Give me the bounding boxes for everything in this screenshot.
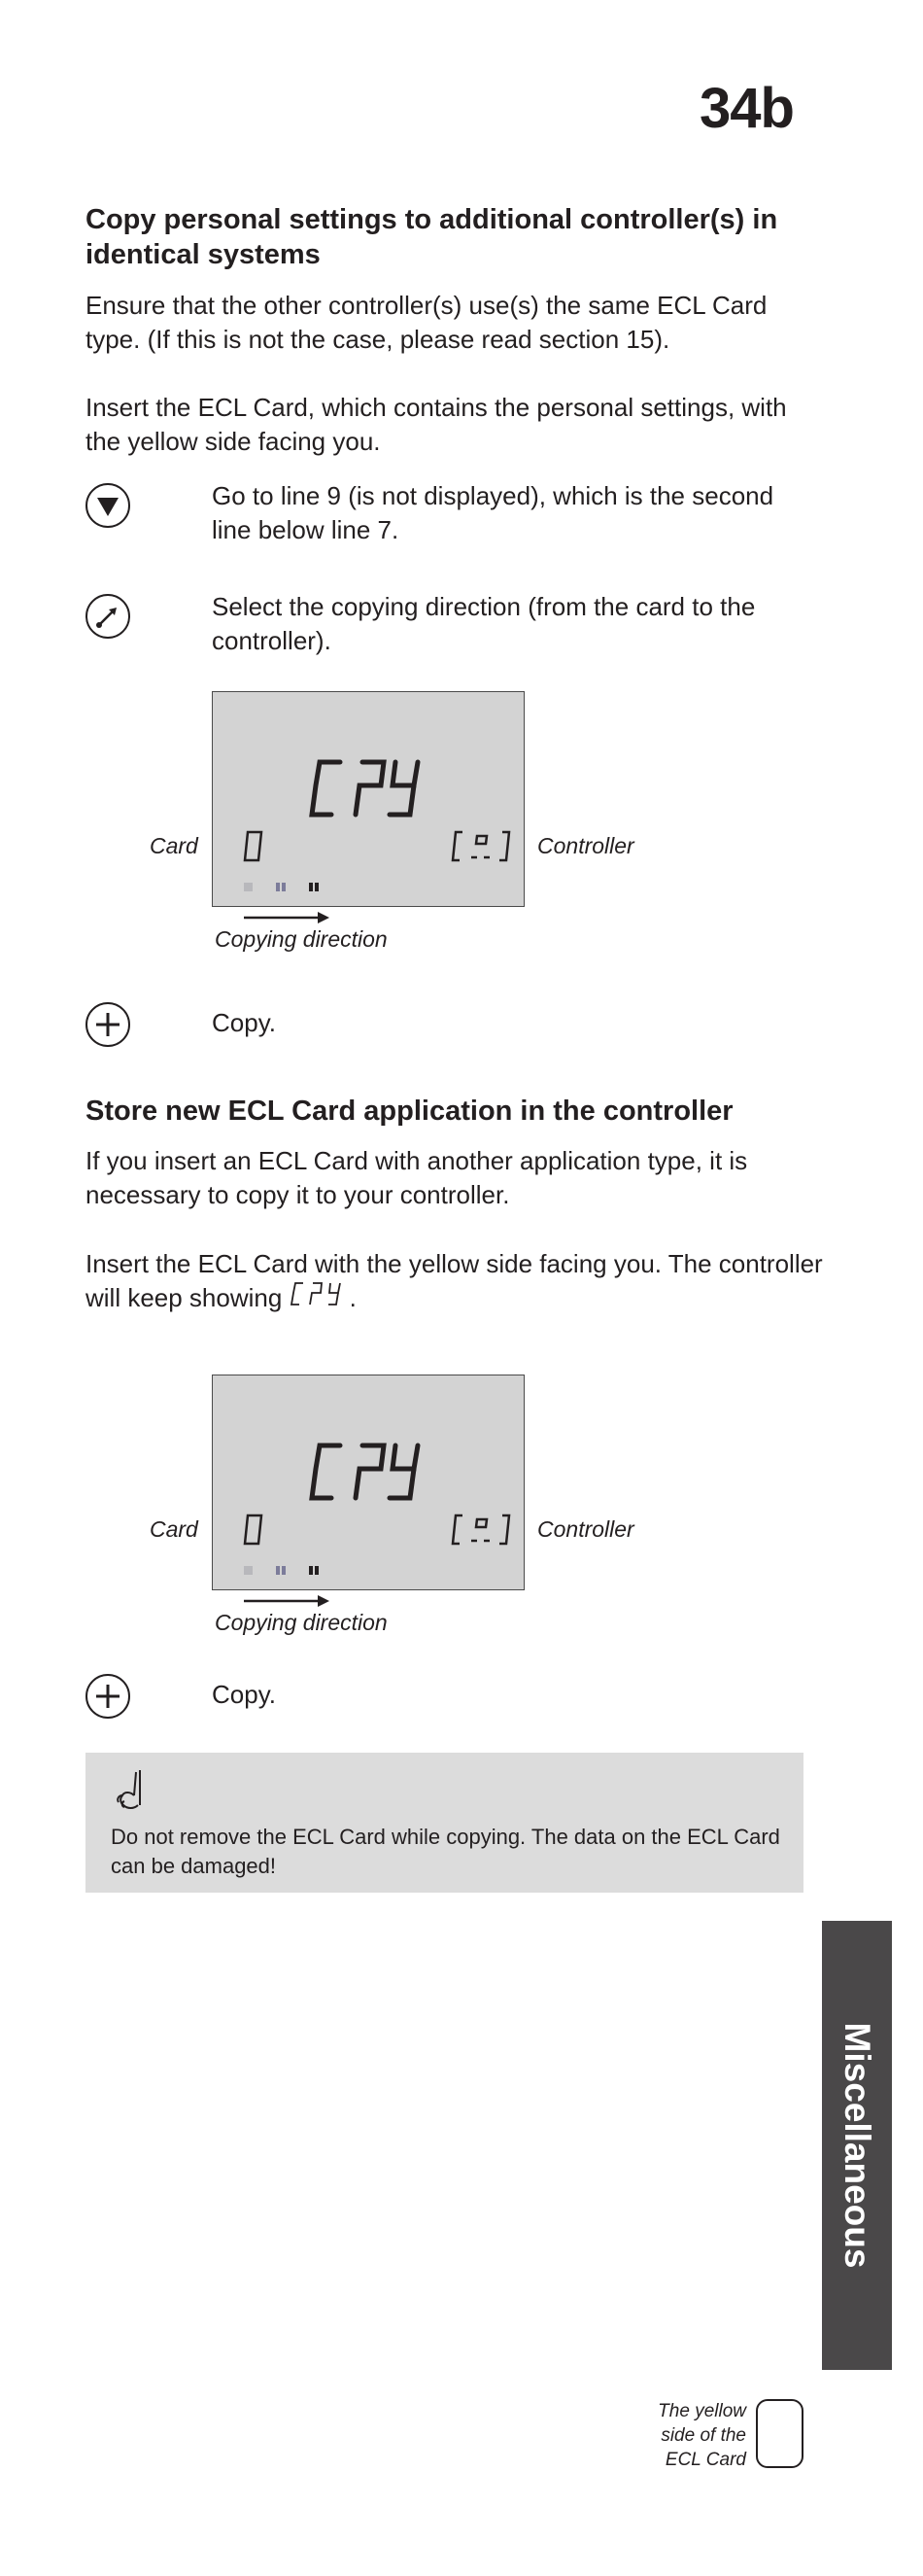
lcd-display-2: [212, 1375, 525, 1590]
copying-direction-caption-2: Copying direction: [215, 1610, 388, 1635]
application-paragraph: If you insert an ECL Card with another application type, it is necessary to copy it to your controller.: [85, 1146, 748, 1209]
step-select-direction: Select the copying direction (from the card to the controller).: [212, 592, 756, 655]
step-copy: Copy.: [212, 1008, 276, 1037]
controller-label: Controller: [537, 833, 634, 858]
warning-note: [85, 1753, 803, 1893]
yellow-side-line-2: side of the: [661, 2425, 746, 2446]
step-go-to-line: Go to line 9 (is not displayed), which is the second line below line 7.: [212, 481, 774, 544]
hand-icon: [111, 1766, 150, 1818]
yellow-side-label: [591, 2399, 746, 2472]
lcd-display: [212, 691, 525, 907]
insert-card-paragraph: Insert the ECL Card, which contains the personal settings, with the yellow side facing you.: [85, 393, 787, 456]
controller-label-2: Controller: [537, 1516, 634, 1542]
cpy-segment-icon: [290, 1281, 350, 1306]
warning-text: Do not remove the ECL Card while copying. The data on the ECL Card can be damaged!: [111, 1825, 780, 1878]
step-copy-2: Copy.: [212, 1680, 276, 1709]
intro-paragraph: Ensure that the other controller(s) use(s) the same ECL Card type. (If this is not the case, please read section 15).: [85, 291, 768, 354]
down-triangle-icon: [85, 483, 130, 528]
side-tab-label: Miscellaneous: [838, 2022, 877, 2269]
card-label: Card: [150, 833, 198, 858]
insert-card-paragraph-2: [85, 1247, 824, 1315]
yellow-side-line-3: ECL Card: [665, 2450, 746, 2470]
card-slot-icon: [756, 2399, 803, 2468]
side-tab: [822, 1921, 892, 2370]
copying-direction-caption: Copying direction: [215, 926, 388, 952]
section-heading-store-application: Store new ECL Card application in the controller: [85, 1096, 734, 1127]
plus-circle-icon-2: [85, 1674, 130, 1719]
sentence-period: .: [349, 1283, 357, 1312]
dial-icon: [85, 594, 130, 639]
keep-showing-text: Insert the ECL Card with the yellow side facing you. The controller will keep showing: [85, 1249, 823, 1312]
plus-circle-icon: [85, 1002, 130, 1047]
card-label-2: Card: [150, 1516, 198, 1542]
page-number: 34b: [700, 77, 794, 140]
section-heading-copy-settings: Copy personal settings to additional controller(s) in identical systems: [85, 204, 778, 270]
yellow-side-line-1: The yellow: [658, 2401, 746, 2421]
